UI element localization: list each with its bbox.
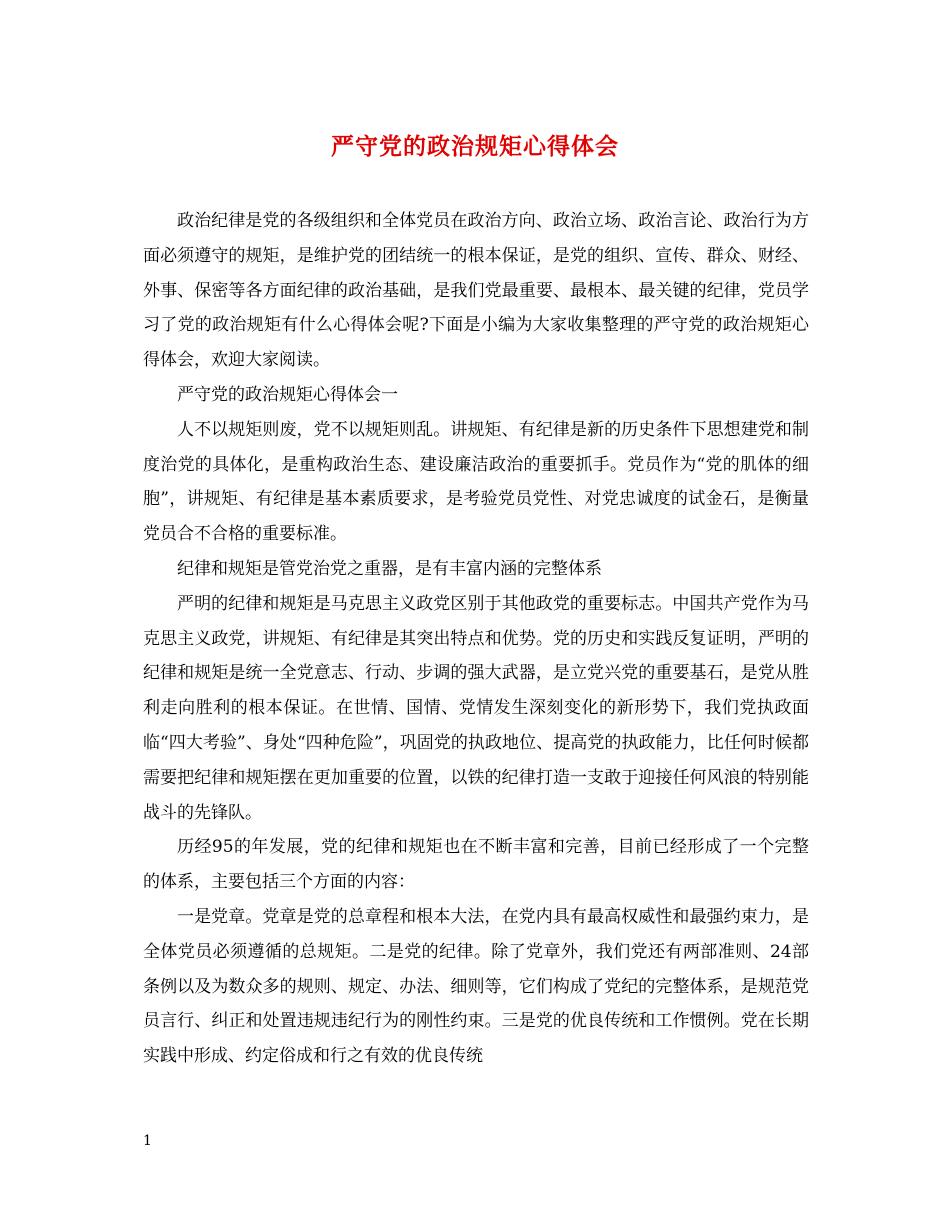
paragraph: 历经95的年发展，党的纪律和规矩也在不断丰富和完善，目前已经形成了一个完整的体系，主要包括三个方面的内容： bbox=[143, 837, 809, 893]
paragraph: 严明的纪律和规矩是马克思主义政党区别于其他政党的重要标志。中国共产党作为马克思主义政党，讲规矩、有纪律是其突出特点和优势。党的历史和实践反复证明，严明的纪律和规矩是统一全党意志、行动、步调的强大武器，是立党兴党的重要基石，是党从胜利走向胜利的根本保证。在世情、国情、党情发生深刻变化的新形势下，我们党执政面临“四大考验”、身处“四种危险”，巩固党的执政地位、提高党的执政能力，比任何时候都需要把纪律和规矩摆在更加重要的位置，以铁的纪律打造一支敢于迎接任何风浪的特别能战斗的先锋队。 bbox=[143, 593, 809, 823]
document-body bbox=[143, 204, 809, 1074]
paragraph: 人不以规矩则废，党不以规矩则乱。讲规矩、有纪律是新的历史条件下思想建党和制度治党的具体化，是重构政治生态、建设廉洁政治的重要抓手。党员作为“党的肌体的细胞”，讲规矩、有纪律是基本素质要求，是考验党员党性、对党忠诚度的试金石，是衡量党员合不合格的重要标准。 bbox=[143, 419, 809, 545]
paragraph-intro: 政治纪律是党的各级组织和全体党员在政治方向、政治立场、政治言论、政治行为方面必须遵守的规矩，是维护党的团结统一的根本保证，是党的组织、宣传、群众、财经、外事、保密等各方面纪律的政治基础，是我们党最重要、最根本、最关键的纪律，党员学习了党的政治规矩有什么心得体会呢?下面是小编为大家收集整理的严守党的政治规矩心得体会，欢迎大家阅读。 bbox=[143, 211, 809, 371]
paragraph: 一是党章。党章是党的总章程和根本大法，在党内具有最高权威性和最强约束力，是全体党员必须遵循的总规矩。二是党的纪律。除了党章外，我们党还有两部准则、24部条例以及为数众多的规则、规定、办法、细则等，它们构成了党纪的完整体系，是规范党员言行、纠正和处置违规违纪行为的刚性约束。三是党的优良传统和工作惯例。党在长期实践中形成、约定俗成和行之有效的优良传统 bbox=[143, 906, 809, 1067]
page-number: 1 bbox=[143, 1133, 152, 1149]
section-heading: 严守党的政治规矩心得体会一 bbox=[177, 384, 398, 405]
subsection-heading: 纪律和规矩是管党治党之重器，是有丰富内涵的完整体系 bbox=[177, 558, 602, 579]
document-title: 严守党的政治规矩心得体会 bbox=[331, 133, 619, 160]
